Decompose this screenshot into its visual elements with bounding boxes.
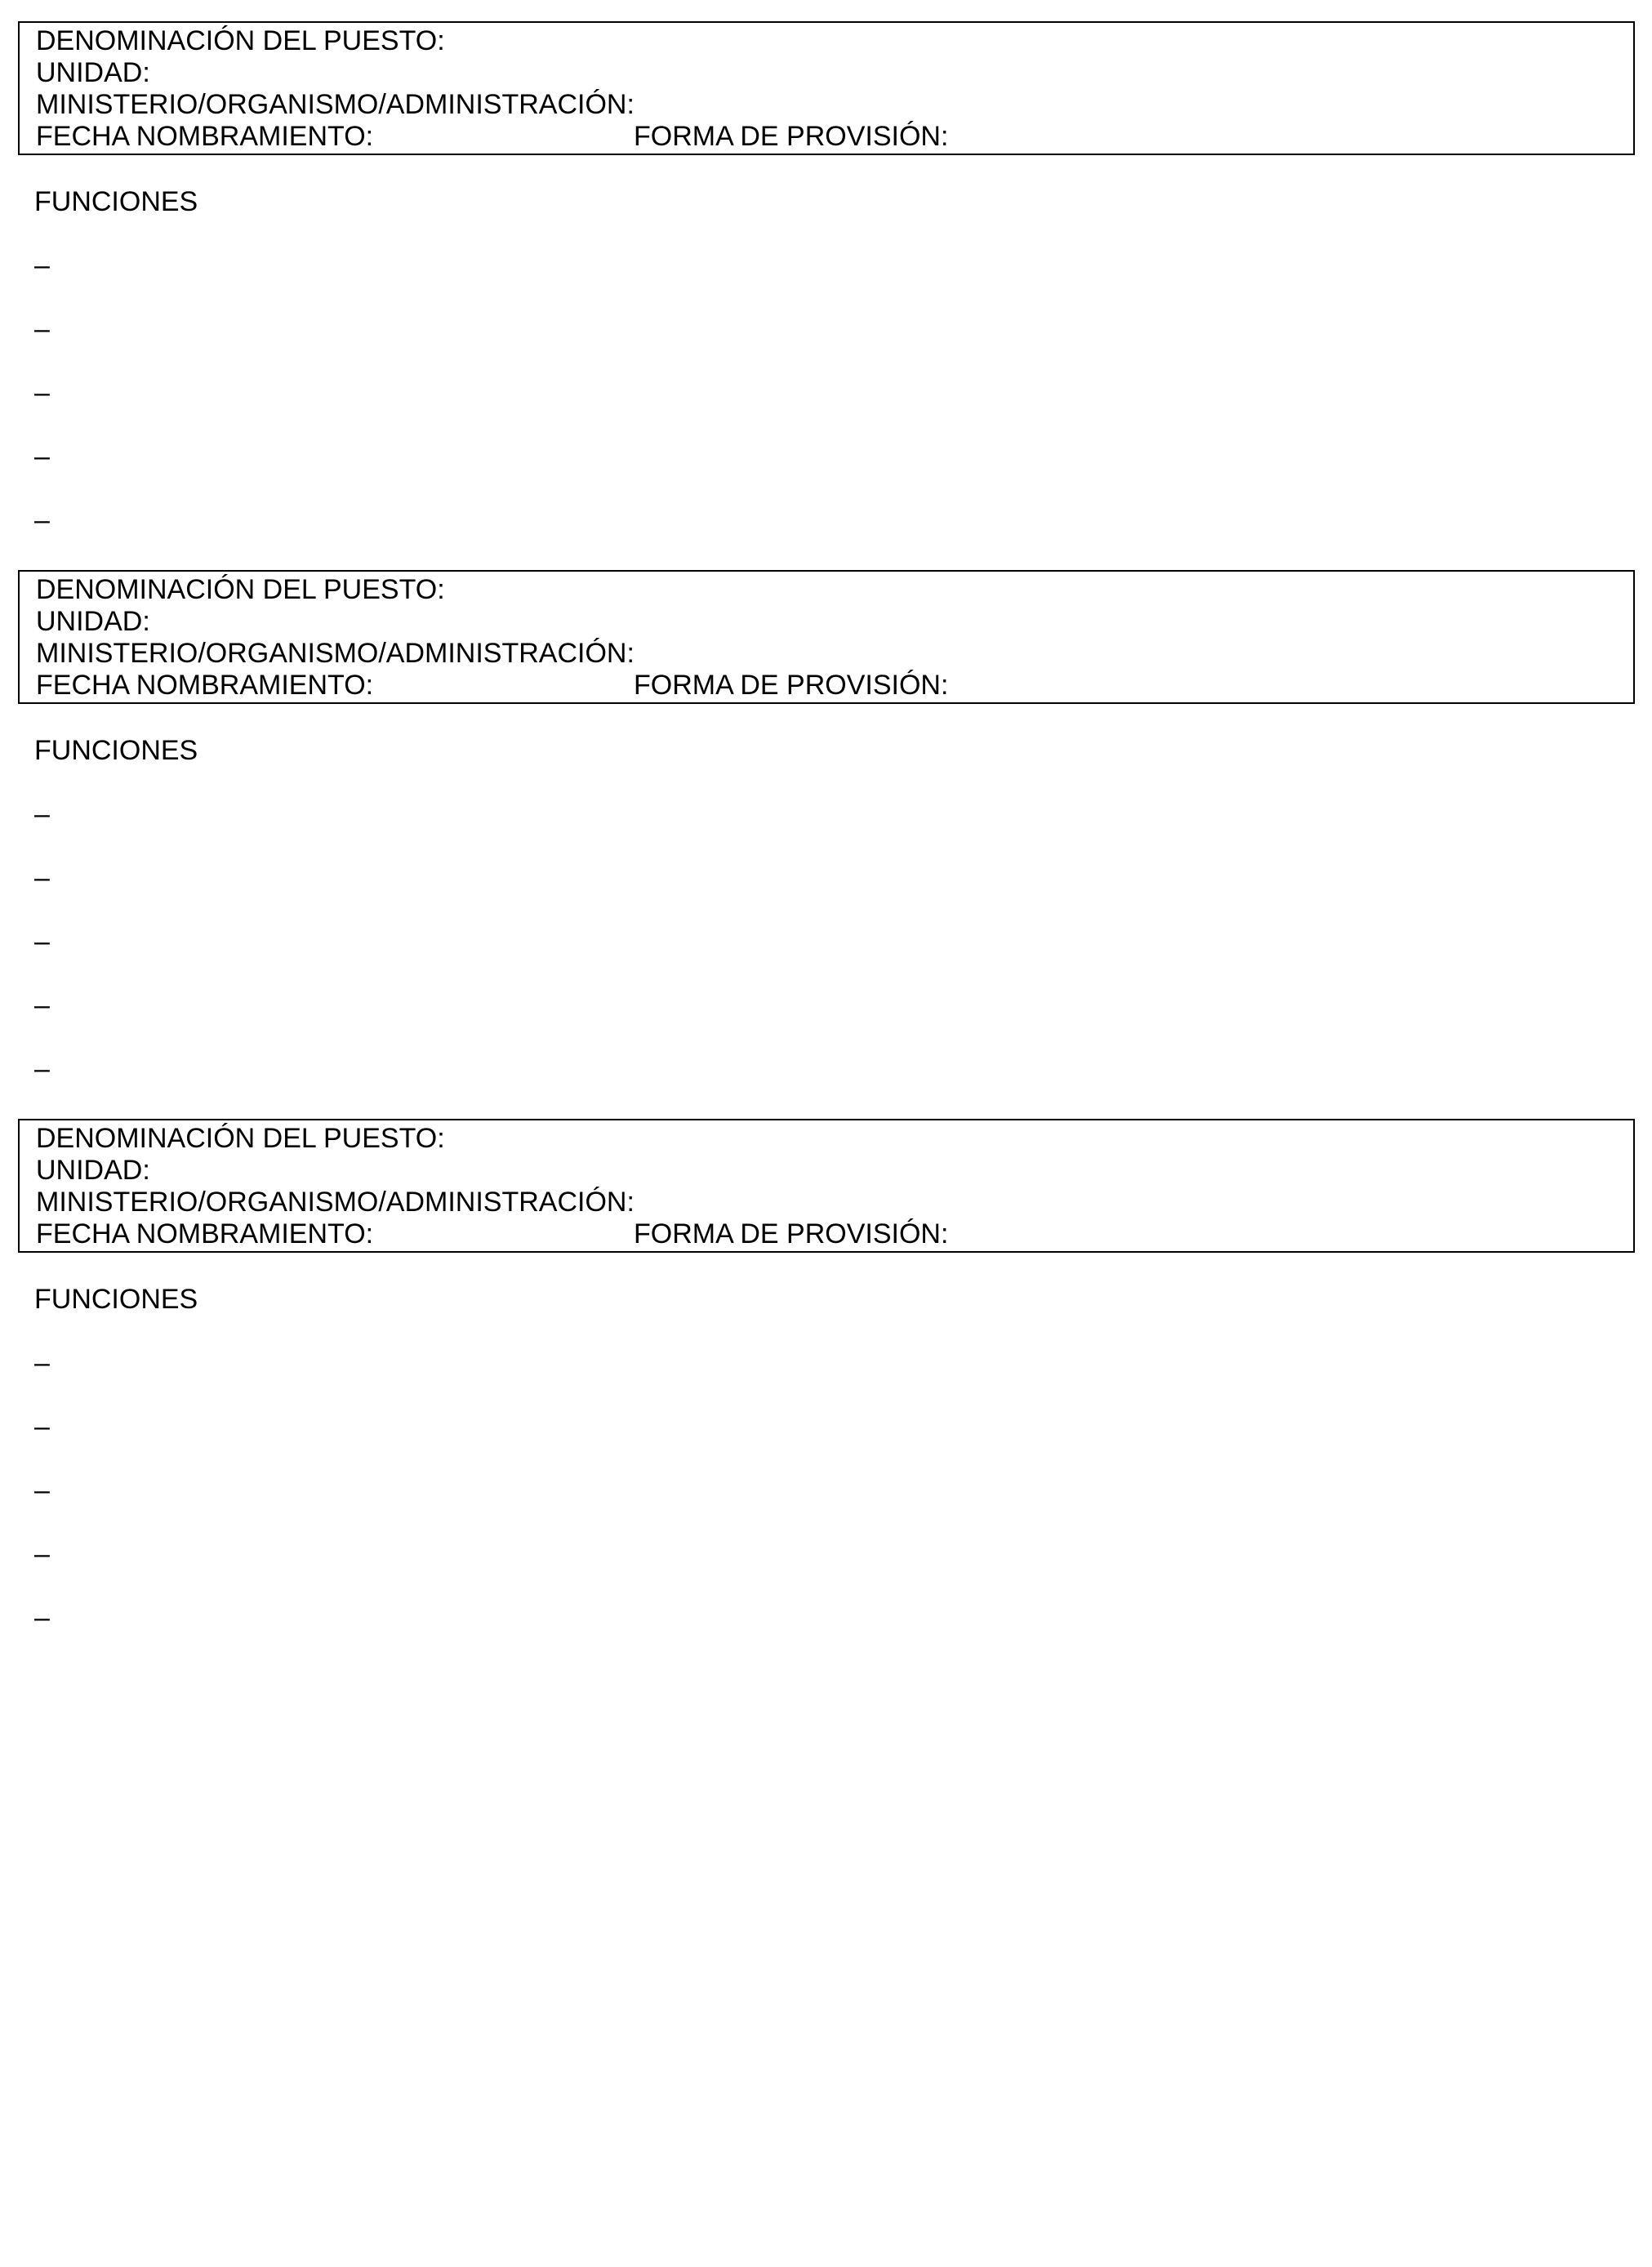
fecha-nombramiento-label: FECHA NOMBRAMIENTO: [36,670,374,701]
forma-provision-label: FORMA DE PROVISIÓN: [634,121,949,152]
funcion-item: – [34,799,50,830]
job-section [0,549,1652,1098]
ministerio-label: MINISTERIO/ORGANISMO/ADMINISTRACIÓN: [36,638,635,669]
fecha-nombramiento-label: FECHA NOMBRAMIENTO: [36,1218,374,1249]
ministerio-label: MINISTERIO/ORGANISMO/ADMINISTRACIÓN: [36,89,635,120]
funcion-item: – [34,1411,50,1442]
fecha-row [36,121,949,152]
denominacion-label: DENOMINACIÓN DEL PUESTO: [36,25,445,56]
funcion-item: – [34,1053,50,1085]
unidad-label: UNIDAD: [36,606,150,637]
funcion-item: – [34,862,50,893]
funciones-heading: FUNCIONES [34,186,198,217]
ministerio-label: MINISTERIO/ORGANISMO/ADMINISTRACIÓN: [36,1187,635,1218]
funcion-item: – [34,441,50,472]
funcion-item: – [34,1475,50,1506]
funcion-item: – [34,1602,50,1633]
funciones-heading: FUNCIONES [34,735,198,766]
forma-provision-label: FORMA DE PROVISIÓN: [634,1218,949,1249]
job-info-box [18,1119,1635,1253]
funcion-item: – [34,990,50,1021]
funcion-item: – [34,1539,50,1570]
job-info-box [18,570,1635,704]
funcion-item: – [34,377,50,408]
job-info-box [18,21,1635,155]
funcion-item: – [34,1347,50,1378]
denominacion-label: DENOMINACIÓN DEL PUESTO: [36,1123,445,1154]
fecha-row [36,1218,949,1249]
job-section [0,1098,1652,1646]
unidad-label: UNIDAD: [36,57,150,88]
funcion-item: – [34,314,50,345]
forma-provision-label: FORMA DE PROVISIÓN: [634,670,949,701]
denominacion-label: DENOMINACIÓN DEL PUESTO: [36,574,445,605]
job-section [0,0,1652,549]
funcion-item: – [34,505,50,536]
funcion-item: – [34,250,50,281]
fecha-nombramiento-label: FECHA NOMBRAMIENTO: [36,121,374,152]
funcion-item: – [34,926,50,957]
fecha-row [36,670,949,701]
funciones-heading: FUNCIONES [34,1284,198,1315]
unidad-label: UNIDAD: [36,1155,150,1186]
